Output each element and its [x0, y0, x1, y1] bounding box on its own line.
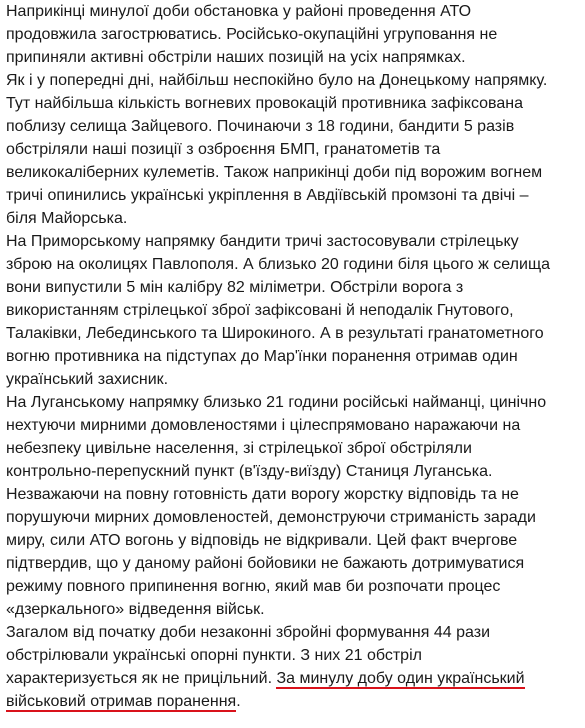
text-line: Наприкінці минулої доби обстановка у районі проведення АТО	[6, 3, 472, 20]
paragraph-5	[6, 621, 585, 713]
text-line-mixed	[6, 690, 585, 713]
text-line: режиму повного припинення вогню, який мав би розпочати процес	[6, 578, 501, 595]
text-line: використанням стрілецької зброї зафіксовані й неподалік Гнутового,	[6, 302, 514, 319]
text-line: зброю на околицях Павлополя. А близько 20 години біля цього ж селища	[6, 256, 550, 273]
text-line: «дзеркального» відведення військ.	[6, 601, 265, 618]
underlined-emphasis: військовий отримав поранення	[6, 693, 237, 710]
text-line: обстрілювали українські опорні пункти. З них 21 обстріл	[6, 647, 422, 664]
plain-text: характеризується як не прицільний.	[6, 670, 277, 687]
text-line: поблизу селища Зайцевого. Починаючи з 18 години, бандити 5 разів	[6, 118, 515, 135]
text-line: Незважаючи на повну готовність дати ворогу жорстку відповідь та не	[6, 486, 519, 503]
text-line: Як і у попередні дні, найбільш неспокійно було на Донецькому напрямку.	[6, 72, 548, 89]
underlined-emphasis: За минулу добу один український	[276, 670, 525, 687]
text-line: вони випустили 5 мін калібру 82 міліметри. Обстріли ворога з	[6, 279, 464, 296]
paragraph-4	[6, 391, 585, 621]
text-line: обстріляли наші позиції з озброєння БМП, гранатометів та	[6, 141, 441, 158]
text-line: небезпеку цивільне населення, зі стрілецької зброї обстріляли	[6, 440, 472, 457]
text-line: припиняли активні обстріли наших позицій на усіх напрямках.	[6, 49, 466, 66]
paragraph-3	[6, 230, 585, 391]
text-line: Тут найбільша кількість вогневих провокацій противника зафіксована	[6, 95, 523, 112]
plain-text: .	[236, 693, 241, 710]
text-line: На Приморському напрямку бандити тричі застосовували стрілецьку	[6, 233, 519, 250]
text-line: продовжила загострюватись. Російсько-окупаційні угруповання не	[6, 26, 498, 43]
text-line: контрольно-перепускний пункт (в'їзду-виїзду) Станиця Луганська.	[6, 463, 493, 480]
text-line-mixed	[6, 667, 585, 690]
text-line: порушуючи мирних домовленостей, демонструючи стриманість заради	[6, 509, 536, 526]
text-line: Талаківки, Лебединського та Широкиного. А в результаті гранатометного	[6, 325, 544, 342]
text-line: Загалом від початку доби незаконні збройні формування 44 рази	[6, 624, 490, 641]
text-line: великокаліберних кулеметів. Також наприкінці доби під ворожим вогнем	[6, 164, 543, 181]
text-line: вогню противника на підступах до Мар'їнки поранення отримав один	[6, 348, 518, 365]
text-line: український захисник.	[6, 371, 169, 388]
text-line: На Луганському напрямку близько 21 години російські найманці, цинічно	[6, 394, 547, 411]
text-line: миру, сили АТО вогонь у відповідь не відкривали. Цей факт вчергове	[6, 532, 518, 549]
text-line: біля Майорська.	[6, 210, 128, 227]
text-line: підтвердив, що у даному районі бойовики не бажають дотримуватися	[6, 555, 525, 572]
paragraph-2	[6, 69, 585, 230]
text-line: нехтуючи мирними домовленостями і цілеспрямовано наражаючи на	[6, 417, 521, 434]
text-line: тричі опинились українські укріплення в Авдіївській промзоні та двічі –	[6, 187, 529, 204]
paragraph-1	[6, 0, 585, 69]
